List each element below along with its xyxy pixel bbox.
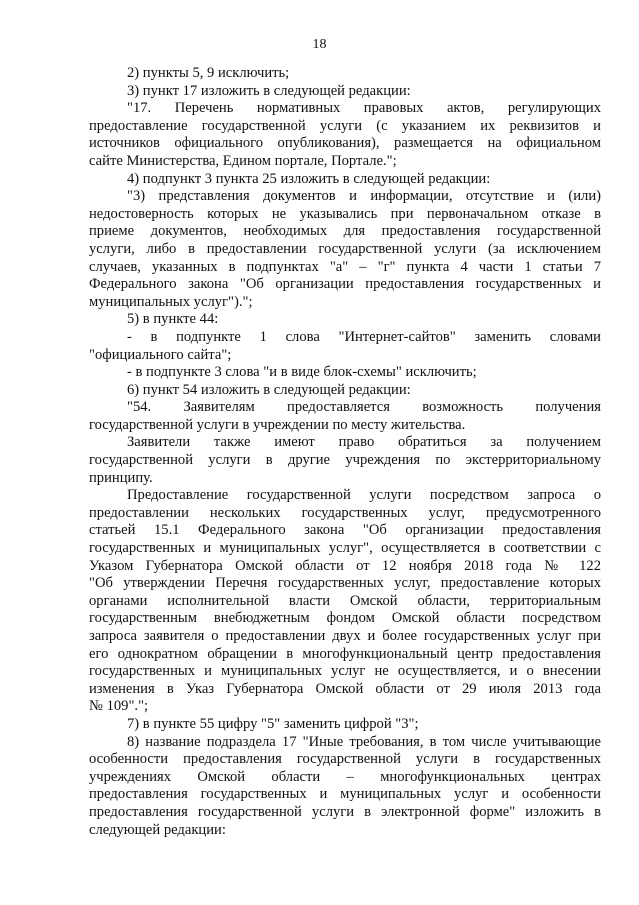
- text-line: государственных и муниципальных услуг не осуществляется, и о внесении: [89, 663, 601, 680]
- text-line: - в подпункте 1 слова "Интернет-сайтов" заменить словами: [127, 328, 601, 345]
- text-line: источников официального опубликования), размещается на официальном: [89, 135, 601, 152]
- text-line: статьей 15.1 Федерального закона "Об организации предоставления: [89, 522, 601, 539]
- text-line: его однократном обращении в многофункциональный центр предоставления: [89, 645, 601, 662]
- text-line: муниципальных услуг").";: [89, 293, 253, 310]
- text-line: особенности предоставления государственной услуги в государственных: [89, 751, 601, 768]
- text-line: 8) название подраздела 17 "Иные требования, в том числе учитывающие: [127, 733, 601, 750]
- text-line: случаев, указанных в подпунктах "а" – "г" пункта 4 части 1 статьи 7: [89, 258, 601, 275]
- text-line: 2) пункты 5, 9 исключить;: [127, 65, 290, 81]
- text-line: Предоставление государственной услуги посредством запроса о: [127, 487, 601, 504]
- text-line: запроса заявителя о предоставлении двух и более государственных услуг при: [89, 628, 601, 644]
- text-line: изменения в Указ Губернатора Омской области от 29 июля 2013 года: [89, 680, 601, 697]
- text-line: органами исполнительной власти Омской области, территориальным: [89, 592, 601, 609]
- text-line: предоставление государственной услуги (с указанием их реквизитов и: [89, 117, 601, 134]
- text-line: Указом Губернатора Омской области от 12 ноября 2018 года № 122: [89, 557, 601, 574]
- text-line: Федерального закона "Об организации предоставления государственных и: [89, 276, 601, 293]
- text-line: приеме документов, необходимых для предоставления государственной: [89, 223, 601, 240]
- document-body: [89, 65, 601, 839]
- text-line: 7) в пункте 55 цифру "5" заменить цифрой "3";: [127, 715, 419, 732]
- text-line: государственных и муниципальных услуг", осуществляется в соответствии с: [89, 540, 601, 557]
- text-line: государственным внебюджетным фондом Омской области посредством: [89, 610, 601, 627]
- text-line: № 109".";: [89, 698, 149, 715]
- text-line: 3) пункт 17 изложить в следующей редакции:: [127, 82, 411, 99]
- text-line: недостоверность которых не указывались при первоначальном отказе в: [89, 205, 601, 222]
- text-line: 5) в пункте 44:: [127, 311, 219, 328]
- text-line: предоставления государственной услуги в электронной форме" изложить в: [89, 803, 601, 820]
- text-line: следующей редакции:: [89, 821, 226, 838]
- text-line: государственной услуги в другие учреждения по экстерриториальному: [89, 452, 601, 469]
- text-line: предоставлении нескольких государственных услуг, предусмотренного: [89, 504, 601, 521]
- text-line: "официального сайта";: [89, 346, 232, 363]
- text-line: сайте Министерства, Едином портале, Портале.";: [89, 152, 397, 169]
- text-line: "54. Заявителям предоставляется возможность получения: [127, 399, 601, 416]
- text-line: "Об утверждении Перечня государственных услуг, предоставление которых: [89, 575, 601, 592]
- text-line: 4) подпункт 3 пункта 25 изложить в следующей редакции:: [127, 170, 491, 187]
- page-number: 18: [312, 37, 327, 52]
- text-line: "17. Перечень нормативных правовых актов, регулирующих: [127, 100, 601, 117]
- text-line: услуги, либо в предоставлении государственной услуги (за исключением: [89, 240, 601, 257]
- text-line: "3) представления документов и информации, отсутствие и (или): [127, 188, 601, 205]
- text-line: учреждениях Омской области – многофункциональных центрах: [89, 768, 601, 785]
- text-line: 6) пункт 54 изложить в следующей редакции:: [127, 381, 411, 398]
- text-line: предоставления государственных и муниципальных услуг и особенности: [89, 786, 601, 803]
- text-line: принципу.: [89, 469, 153, 486]
- text-line: - в подпункте 3 слова "и в виде блок-схемы" исключить;: [127, 364, 477, 381]
- text-line: государственной услуги в учреждении по месту жительства.: [89, 416, 466, 433]
- text-line: Заявители также имеют право обратиться за получением: [127, 434, 601, 451]
